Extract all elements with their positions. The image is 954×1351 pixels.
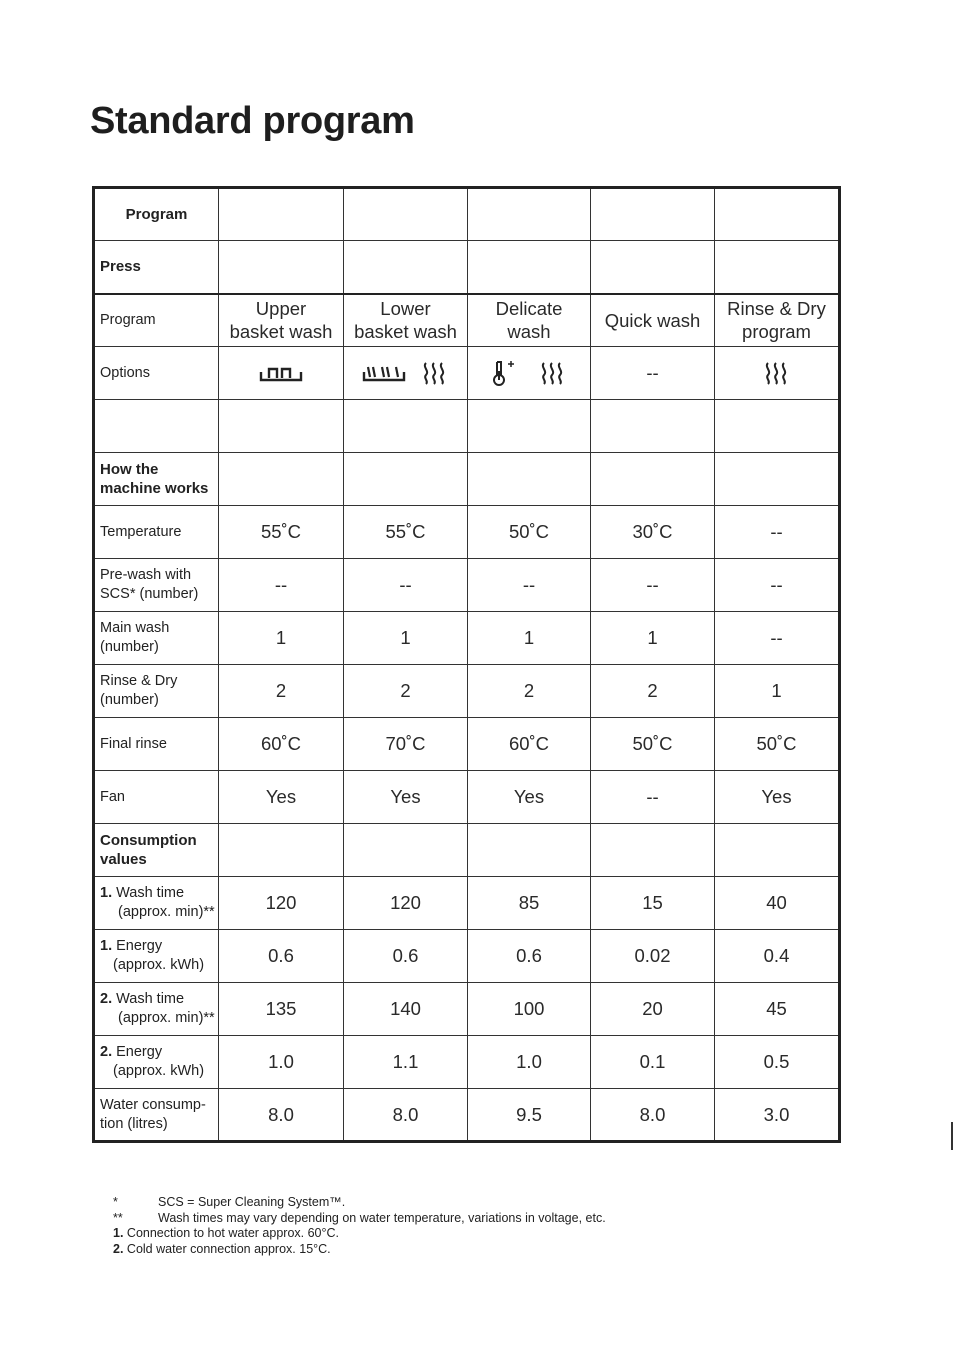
fan-cell: -- — [591, 771, 715, 824]
footnote-text: Connection to hot water approx. 60°C. — [126, 1226, 339, 1240]
footnote — [113, 1226, 606, 1242]
energy2-cell: 0.1 — [591, 1036, 715, 1089]
mainwash-cell: 1 — [219, 612, 344, 665]
row-label-wash1 — [94, 877, 219, 930]
cell-empty — [344, 400, 468, 453]
wash1-cell: 15 — [591, 877, 715, 930]
rinsedry-cell: 1 — [715, 665, 840, 718]
row-label-sub: (approx. min)** — [118, 904, 215, 920]
footnote-text: Cold water connection approx. 15°C. — [126, 1241, 331, 1256]
row-label-fan: Fan — [94, 771, 219, 824]
footnote-ref: 1. — [100, 938, 113, 954]
footnotes — [113, 1195, 606, 1257]
wash2-cell: 100 — [468, 983, 591, 1036]
row-label-how: How the machine works — [94, 453, 219, 506]
row-label-options: Options — [94, 347, 219, 400]
program-name-line1: Lower — [380, 298, 431, 320]
finalrinse-cell: 60˚C — [219, 718, 344, 771]
rinsedry-cell: 2 — [219, 665, 344, 718]
program-name-cell — [715, 294, 840, 347]
row-label-sub: (approx. kWh) — [113, 957, 205, 973]
cell-empty — [344, 188, 468, 241]
mainwash-cell: -- — [715, 612, 840, 665]
row-label-rinsedry: Rinse & Dry (number) — [94, 665, 219, 718]
cell-empty — [591, 188, 715, 241]
mainwash-cell: 1 — [468, 612, 591, 665]
footnote-mark: 2. — [113, 1241, 124, 1256]
cell-empty — [219, 824, 344, 877]
mainwash-cell: 1 — [344, 612, 468, 665]
temperature-cell: 50˚C — [468, 506, 591, 559]
row-label-finalrinse: Final rinse — [94, 718, 219, 771]
program-name-line1: Quick wash — [604, 309, 701, 331]
energy2-cell: 1.0 — [219, 1036, 344, 1089]
program-name-line1: Rinse & Dry — [727, 298, 826, 320]
fan-cell: Yes — [715, 771, 840, 824]
row-label-sub: (approx. min)** — [118, 1010, 215, 1026]
footnote-mark: 1. — [113, 1226, 124, 1240]
cell-empty — [219, 188, 344, 241]
energy2-cell: 1.0 — [468, 1036, 591, 1089]
wash2-cell: 140 — [344, 983, 468, 1036]
program-name-line2: basket wash — [229, 321, 333, 343]
cell-empty — [219, 241, 344, 294]
temperature-cell: -- — [715, 506, 840, 559]
cell-empty — [344, 824, 468, 877]
lower-basket-icon — [362, 362, 406, 384]
fan-cell: Yes — [468, 771, 591, 824]
row-label-program: Program — [94, 294, 219, 347]
rinsedry-cell: 2 — [468, 665, 591, 718]
water-cell: 8.0 — [219, 1089, 344, 1142]
finalrinse-cell: 70˚C — [344, 718, 468, 771]
program-name-line1: Upper — [255, 298, 307, 320]
program-name-cell — [219, 294, 344, 347]
row-label-text: Wash time — [116, 885, 185, 901]
cell-empty — [344, 453, 468, 506]
program-table — [92, 186, 841, 1143]
cell-empty — [715, 824, 840, 877]
program-name-cell — [591, 294, 715, 347]
cell-empty — [591, 453, 715, 506]
drying-icon — [763, 361, 791, 385]
temperature-cell: 55˚C — [344, 506, 468, 559]
cell-empty — [591, 400, 715, 453]
footnote-text: SCS = Super Cleaning System™. — [158, 1195, 346, 1209]
row-label-program-header: Program — [94, 188, 219, 241]
finalrinse-cell: 50˚C — [591, 718, 715, 771]
row-label-water: Water consump- tion (litres) — [94, 1089, 219, 1142]
footnote-mark: ** — [113, 1210, 123, 1225]
footnote-text: Wash times may vary depending on water temperature, variations in voltage, etc. — [158, 1210, 606, 1225]
footnote-ref: 1. — [100, 885, 113, 901]
finalrinse-cell: 50˚C — [715, 718, 840, 771]
row-label-sub: (approx. kWh) — [113, 1063, 205, 1079]
row-label-temperature: Temperature — [94, 506, 219, 559]
program-name-line1: Delicate — [495, 298, 563, 320]
water-cell: 8.0 — [344, 1089, 468, 1142]
mainwash-cell: 1 — [591, 612, 715, 665]
prewash-cell: -- — [219, 559, 344, 612]
cell-empty — [468, 453, 591, 506]
page-edge-mark — [951, 1122, 953, 1150]
cell-empty — [591, 241, 715, 294]
cell-empty — [715, 241, 840, 294]
row-label-energy1 — [94, 930, 219, 983]
drying-icon — [539, 361, 567, 385]
energy1-cell: 0.6 — [468, 930, 591, 983]
row-label-consumption: Consumption values — [94, 824, 219, 877]
rinsedry-cell: 2 — [344, 665, 468, 718]
row-label-text: Energy — [116, 1044, 163, 1060]
options-cell — [468, 347, 591, 400]
cell-empty — [591, 824, 715, 877]
cell-empty — [344, 241, 468, 294]
drying-icon — [421, 361, 449, 385]
wash1-cell: 40 — [715, 877, 840, 930]
temperature-cell: 30˚C — [591, 506, 715, 559]
options-cell: -- — [591, 347, 715, 400]
finalrinse-cell: 60˚C — [468, 718, 591, 771]
row-label-energy2 — [94, 1036, 219, 1089]
cell-empty — [715, 400, 840, 453]
program-name-cell — [344, 294, 468, 347]
energy1-cell: 0.6 — [219, 930, 344, 983]
upper-basket-icon — [259, 364, 303, 384]
prewash-cell: -- — [344, 559, 468, 612]
wash2-cell: 45 — [715, 983, 840, 1036]
cell-empty — [468, 188, 591, 241]
energy1-cell: 0.6 — [344, 930, 468, 983]
wash1-cell: 85 — [468, 877, 591, 930]
cell-empty — [219, 400, 344, 453]
cell-empty — [715, 188, 840, 241]
prewash-cell: -- — [715, 559, 840, 612]
footnote — [113, 1195, 606, 1211]
cell-empty — [715, 453, 840, 506]
footnote-ref: 2. — [100, 1044, 113, 1060]
program-name-cell — [468, 294, 591, 347]
options-cell — [715, 347, 840, 400]
cell-empty — [468, 241, 591, 294]
fan-cell: Yes — [344, 771, 468, 824]
wash2-cell: 135 — [219, 983, 344, 1036]
row-label-text: Energy — [116, 938, 163, 954]
footnote — [113, 1211, 606, 1227]
footnote — [113, 1242, 606, 1258]
row-label-mainwash: Main wash (number) — [94, 612, 219, 665]
program-name-line2: wash — [507, 321, 551, 343]
thermometer-plus-icon — [491, 359, 515, 387]
prewash-cell: -- — [468, 559, 591, 612]
options-cell — [219, 347, 344, 400]
water-cell: 8.0 — [591, 1089, 715, 1142]
wash2-cell: 20 — [591, 983, 715, 1036]
energy1-cell: 0.4 — [715, 930, 840, 983]
cell-empty — [468, 824, 591, 877]
footnote-ref: 2. — [100, 991, 113, 1007]
wash1-cell: 120 — [219, 877, 344, 930]
page-title: Standard program — [90, 100, 415, 142]
options-cell — [344, 347, 468, 400]
prewash-cell: -- — [591, 559, 715, 612]
water-cell: 3.0 — [715, 1089, 840, 1142]
cell-empty — [219, 453, 344, 506]
rinsedry-cell: 2 — [591, 665, 715, 718]
row-label-text: Wash time — [116, 991, 185, 1007]
row-label-press: Press — [94, 241, 219, 294]
row-label-prewash: Pre-wash with SCS* (number) — [94, 559, 219, 612]
energy2-cell: 1.1 — [344, 1036, 468, 1089]
fan-cell: Yes — [219, 771, 344, 824]
cell-empty — [468, 400, 591, 453]
water-cell: 9.5 — [468, 1089, 591, 1142]
temperature-cell: 55˚C — [219, 506, 344, 559]
row-label-wash2 — [94, 983, 219, 1036]
footnote-mark: * — [113, 1195, 118, 1209]
cell-empty — [94, 400, 219, 453]
wash1-cell: 120 — [344, 877, 468, 930]
energy1-cell: 0.02 — [591, 930, 715, 983]
energy2-cell: 0.5 — [715, 1036, 840, 1089]
program-name-line2: program — [742, 321, 811, 343]
program-name-line2: basket wash — [354, 321, 457, 343]
